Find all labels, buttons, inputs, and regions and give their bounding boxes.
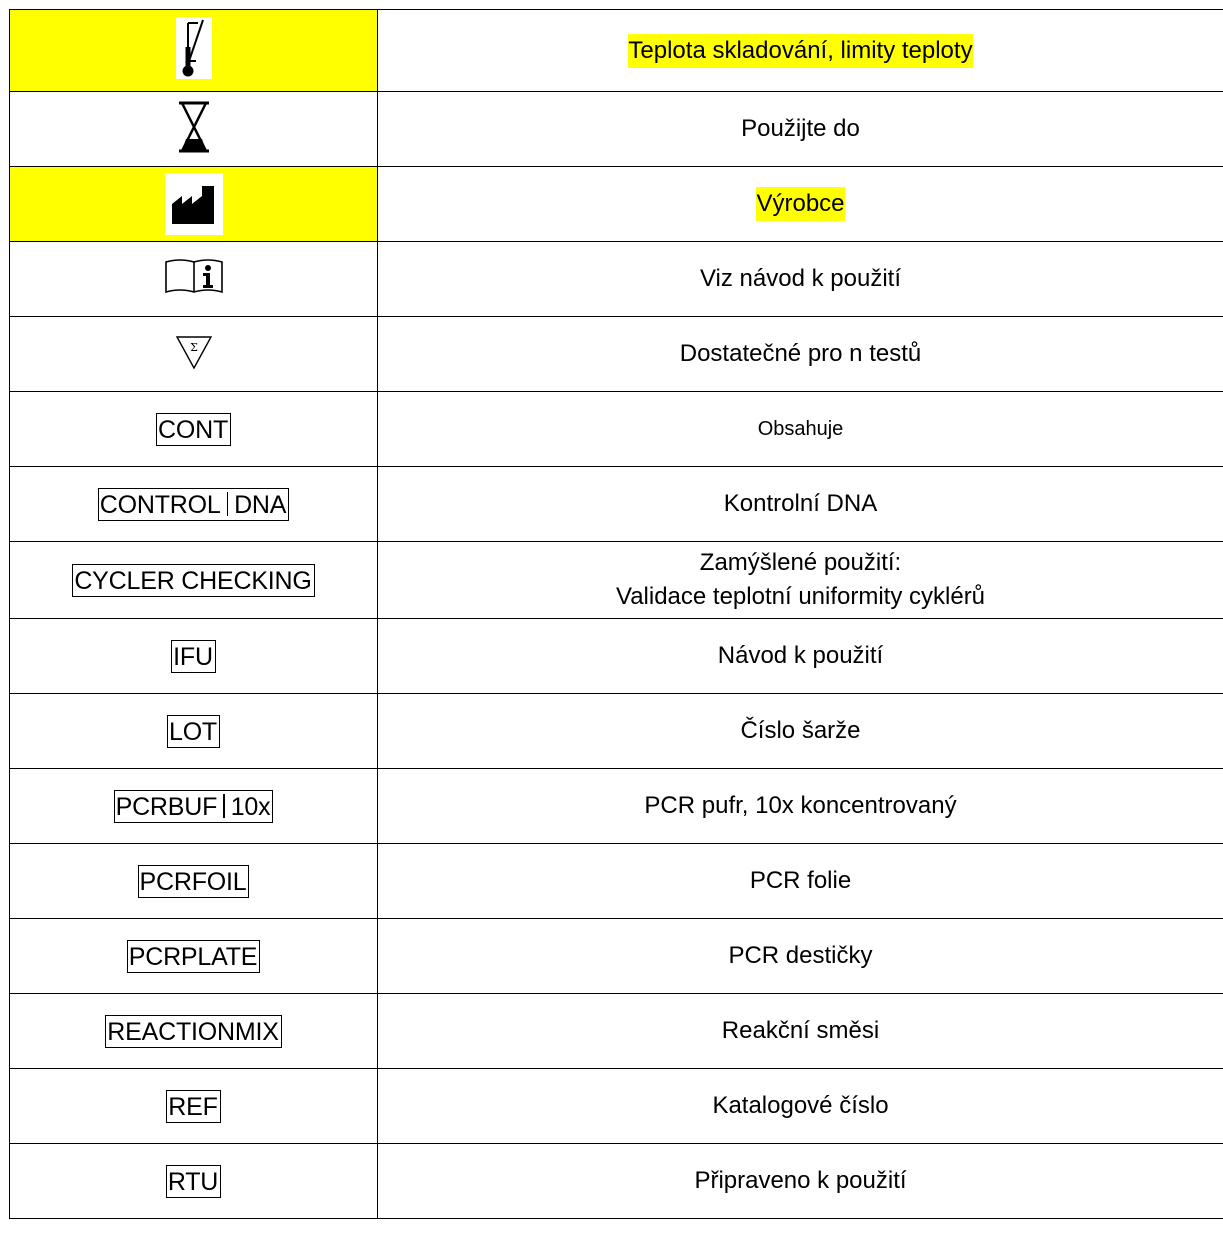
description-text: Viz návod k použití — [699, 265, 901, 292]
label-part: PCRFOIL — [139, 867, 247, 896]
description-text: Použijte do — [741, 115, 860, 142]
symbol-label — [166, 1090, 220, 1123]
symbols-table — [9, 9, 1223, 1219]
table-row — [10, 1069, 1223, 1144]
description-cell — [378, 1069, 1223, 1144]
hourglass-icon — [176, 101, 212, 153]
table-row — [10, 92, 1223, 167]
table-row — [10, 10, 1223, 92]
description-cell — [378, 844, 1223, 919]
description-text: Teplota skladování, limity teploty — [628, 34, 972, 68]
symbol-cell — [10, 1144, 378, 1219]
description-cell — [378, 242, 1223, 317]
symbol-label — [138, 865, 250, 898]
description-cell — [378, 694, 1223, 769]
table-row — [10, 994, 1223, 1069]
description-cell — [378, 167, 1223, 242]
thermometer-limit-icon — [176, 17, 212, 79]
symbol-cell — [10, 919, 378, 994]
description-cell — [378, 542, 1223, 619]
description-text: PCR folie — [749, 867, 852, 894]
description-text: PCR destičky — [728, 942, 873, 969]
table-row — [10, 542, 1223, 619]
table-row — [10, 694, 1223, 769]
symbol-label — [167, 715, 220, 748]
description-text: Obsahuje — [757, 418, 844, 440]
symbol-label — [114, 790, 274, 823]
description-line: Validace teplotní uniformity cyklérů — [615, 583, 986, 610]
symbol-cell — [10, 92, 378, 167]
symbol-label — [171, 640, 216, 673]
table-row — [10, 1144, 1223, 1219]
table-row — [10, 167, 1223, 242]
label-part: LOT — [168, 717, 218, 746]
description-text: PCR pufr, 10x koncentrovaný — [644, 792, 957, 819]
table-row — [10, 392, 1223, 467]
book-info-icon — [164, 258, 224, 296]
description-text: Návod k použití — [717, 642, 884, 669]
description-cell — [378, 619, 1223, 694]
label-part: IFU — [173, 642, 213, 671]
symbol-cell — [10, 694, 378, 769]
symbol-cell — [10, 1069, 378, 1144]
table-row — [10, 919, 1223, 994]
symbol-label — [98, 488, 290, 521]
description-text: Výrobce — [756, 187, 844, 221]
symbol-cell — [10, 10, 378, 92]
factory-icon — [165, 173, 223, 235]
label-part: PCRPLATE — [128, 942, 258, 971]
description-cell — [378, 1144, 1223, 1219]
symbol-cell — [10, 542, 378, 619]
sigma-glyph: Σ — [189, 340, 198, 354]
symbol-label — [166, 1165, 221, 1198]
symbol-cell — [10, 242, 378, 317]
table-row — [10, 844, 1223, 919]
symbol-label — [127, 940, 261, 973]
symbol-cell — [10, 769, 378, 844]
table-row — [10, 317, 1223, 392]
description-cell — [378, 769, 1223, 844]
symbol-cell — [10, 167, 378, 242]
symbol-cell — [10, 994, 378, 1069]
description-cell — [378, 10, 1223, 92]
sigma-triangle-icon — [175, 334, 213, 370]
label-part: REACTIONMIX — [107, 1017, 279, 1046]
description-cell — [378, 994, 1223, 1069]
description-cell — [378, 317, 1223, 392]
label-part: PCRBUF — [115, 792, 218, 821]
symbol-label — [156, 413, 231, 446]
symbol-cell — [10, 844, 378, 919]
description-text: Připraveno k použití — [694, 1167, 907, 1194]
description-cell — [378, 392, 1223, 467]
label-part: CONT — [157, 415, 229, 444]
description-line: Zamýšlené použití: — [699, 549, 902, 576]
table-row — [10, 619, 1223, 694]
symbol-cell — [10, 619, 378, 694]
label-part: 10x — [230, 792, 271, 821]
description-cell — [378, 467, 1223, 542]
description-cell — [378, 919, 1223, 994]
symbol-cell — [10, 467, 378, 542]
label-part: REF — [168, 1092, 218, 1121]
symbol-cell — [10, 392, 378, 467]
label-part: CYCLER CHECKING — [74, 566, 312, 595]
description-text: Dostatečné pro n testů — [679, 340, 922, 367]
description-text: Kontrolní DNA — [723, 490, 878, 517]
label-separator — [227, 492, 229, 516]
description-cell — [378, 92, 1223, 167]
label-part: RTU — [167, 1167, 219, 1196]
label-part: DNA — [234, 490, 287, 519]
symbol-label — [72, 564, 314, 597]
description-text: Reakční směsi — [721, 1017, 880, 1044]
label-part: CONTROL — [99, 490, 221, 519]
label-separator — [223, 794, 225, 818]
symbol-label — [105, 1015, 281, 1048]
description-text: Číslo šarže — [740, 717, 861, 744]
table-row — [10, 242, 1223, 317]
description-text: Katalogové číslo — [712, 1092, 889, 1119]
table-row — [10, 769, 1223, 844]
symbol-cell — [10, 317, 378, 392]
table-row — [10, 467, 1223, 542]
